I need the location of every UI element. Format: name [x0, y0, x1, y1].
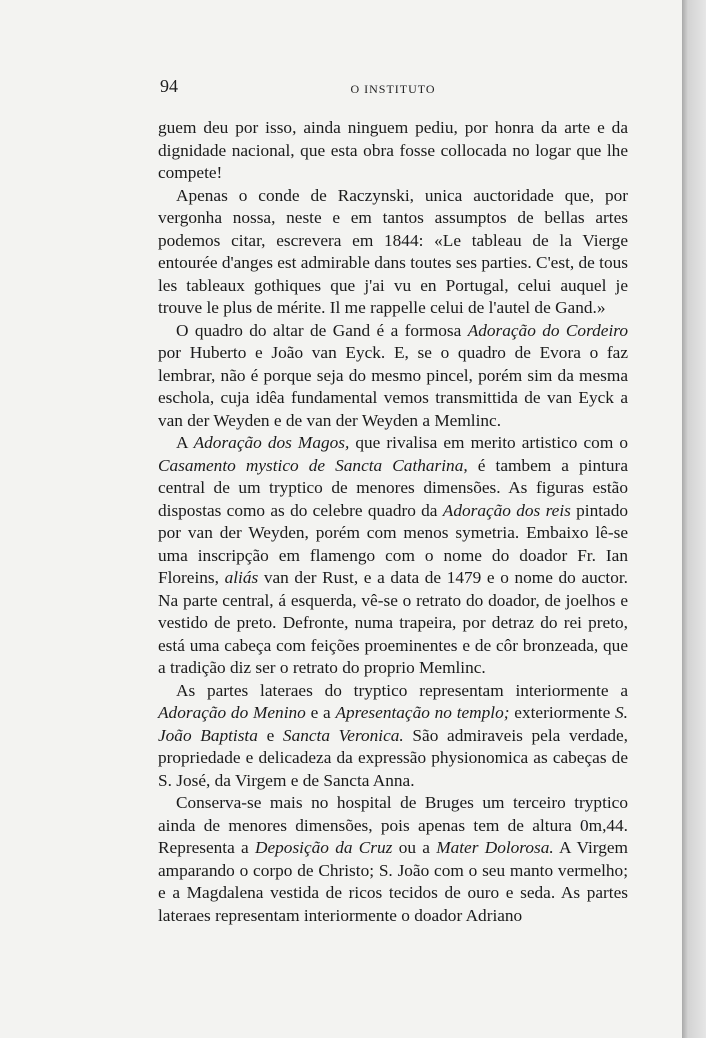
paragraph	[158, 117, 628, 185]
text-run: A Virgem amparando o corpo de Christo; S. João com o seu manto vermelho; e a Magdalena vestida de ricos tecidos de ouro e seda. As partes lateraes representam interiormente o doador Adriano	[158, 838, 628, 925]
text-run: e	[257, 725, 283, 745]
text-run: pintado por van der Weyden, porém com menos symetria. Embaixo lê-se uma inscripção em flamengo com o nome do doador Fr. Ian Floreins,	[158, 500, 629, 587]
body-text	[158, 117, 628, 927]
italic-text: Adoração dos reis	[442, 500, 571, 520]
italic-text: Adoração do Cordeiro	[467, 320, 628, 340]
running-title: O INSTITUTO	[350, 82, 436, 96]
italic-text: Casamento mystico de Sancta Catharina,	[158, 455, 468, 475]
italic-text: Adoração dos Magos,	[193, 433, 350, 452]
text-run: ou a	[392, 838, 437, 857]
text-run: por Huberto e João van Eyck. E, se o quadro de Evora o faz lembrar, não é porque seja do mesmo pincel, porém sim da mesma eschola, cuja idêa fundamental vemos transmittida de van Eyck a van der Weyden e de van der Weyden a Memlinc.	[158, 343, 628, 430]
italic-text: Mater Dolorosa.	[436, 838, 554, 857]
italic-text: Sancta Veronica.	[282, 725, 404, 745]
text-run: A	[176, 433, 194, 452]
text-run: Apenas o conde de Raczynski, unica auctoridade que, por vergonha nossa, neste e em tantos assumptos de bellas artes podemos citar, escrevera em 1844: «Le tableau de la Vierge entourée d'anges est admirable dans toutes ses parties. C'est, de tous les tableaux gothiques que j'ai vu en Portugal, celui auquel je trouve le plus de mérite. Il me rappelle celui de l'autel de Gand.»	[158, 185, 628, 317]
paragraph	[158, 320, 628, 433]
text-run: van der Rust, e a data de 1479 e o nome do auctor. Na parte central, á esquerda, vê-se o retrato do doador, de joelhos e vestido de preto. Defronte, numa trapeira, por detraz do rei preto, está uma cabeça com feições proeminentes e de côr bronzeada, que a tradição diz ser o retrato do proprio Memlinc.	[158, 568, 628, 677]
italic-text: aliás	[224, 568, 259, 587]
italic-text: Apresentação no templo;	[335, 703, 510, 722]
text-run: As partes lateraes do tryptico representam interiormente a	[176, 680, 628, 700]
paragraph	[158, 185, 628, 320]
page-header	[158, 76, 628, 100]
text-run: Conserva-se mais no hospital de Bruges um terceiro tryptico ainda de menores dimensões, pois apenas tem de altura 0m,44. Representa a	[158, 793, 628, 857]
text-run: e a	[305, 703, 336, 722]
text-run: é tambem a pintura central de um tryptico de menores dimensões. As figuras estão dispostas como as do celebre quadro da	[158, 455, 628, 520]
italic-text: S. João Baptista	[158, 703, 628, 745]
text-run: São admiraveis pela verdade, propriedade e delicadeza da expressão physionomica as cabeças de S. José, da Virgem e de Sancta Anna.	[158, 725, 628, 790]
italic-text: Adoração do Menino	[158, 703, 306, 722]
paragraph	[158, 792, 628, 927]
text-run: exteriormente	[509, 703, 616, 722]
paragraph	[158, 432, 628, 680]
text-run: guem deu por isso, ainda ninguem pediu, por honra da arte e da dignidade nacional, que esta obra fosse collocada no logar que lhe compete!	[158, 118, 628, 182]
paragraph	[158, 680, 628, 793]
text-run: O quadro do altar de Gand é a formosa	[176, 320, 468, 340]
italic-text: Deposição da Cruz	[255, 838, 393, 857]
page-edge-shadow	[682, 0, 706, 1038]
page-number: 94	[160, 76, 178, 96]
text-run: que rivalisa em merito artistico com o	[349, 433, 628, 452]
